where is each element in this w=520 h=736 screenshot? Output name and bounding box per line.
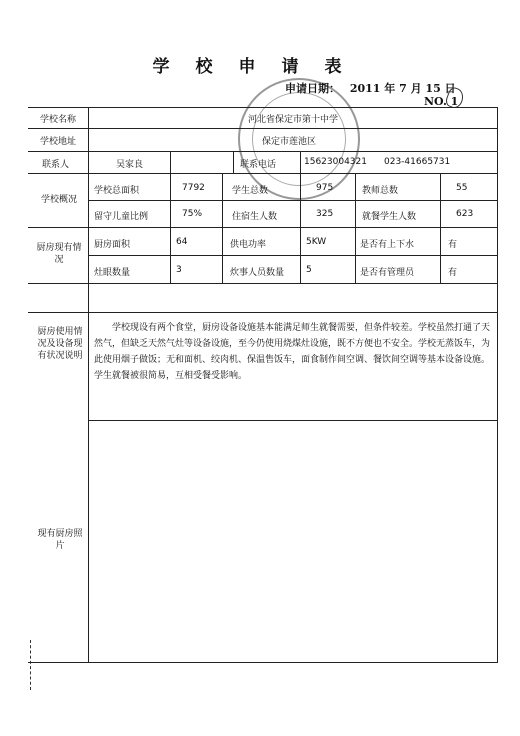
rule — [300, 151, 301, 173]
rule — [28, 662, 498, 663]
power-value: 5KW — [306, 237, 327, 247]
phone-label: 联系电话 — [240, 160, 277, 170]
water-label: 是否有上下水 — [360, 240, 415, 250]
rule — [28, 107, 498, 108]
stoves-label: 灶眼数量 — [94, 268, 131, 278]
leftbehind-value: 75% — [182, 209, 203, 219]
diners-label: 就餐学生人数 — [362, 212, 417, 222]
usage-description: 学校现设有两个食堂，厨房设备设施基本能满足师生就餐需要，但条件较差。学校虽然打通了天然气，但缺乏天然气灶等设备设施，至今仍使用烧煤灶设施，既不方便也不安全。学校无蒸饭车，为此使用烟子做饭；无和面机、绞肉机、保温售饭车，面食制作间空调、餐饮间空调等基本设备设施。学生就餐被很简易，互相受餐受影响。 — [94, 323, 491, 381]
boarders-value: 325 — [316, 209, 334, 219]
rule — [170, 151, 171, 173]
area-label: 学校总面积 — [94, 186, 140, 196]
rule — [28, 151, 498, 152]
staff-value: 5 — [306, 265, 312, 275]
kitchen-area-label: 厨房面积 — [94, 240, 131, 250]
rule — [497, 107, 498, 662]
leftbehind-label: 留守儿童比例 — [94, 212, 149, 222]
diners-value: 623 — [456, 209, 474, 219]
students-value: 975 — [316, 183, 334, 193]
usage-label: 厨房使用情况及设备现有状况说明 — [37, 327, 83, 361]
kitchen-label: 厨房现有情况 — [36, 243, 82, 265]
date-value: 2011 年 7 月 15 日 — [349, 82, 456, 95]
page-title: 学校申请表 — [152, 57, 368, 77]
landline-value: 023-41665731 — [384, 157, 451, 167]
contact-value: 吴家良 — [116, 160, 144, 170]
rule — [30, 640, 31, 690]
rule — [170, 173, 171, 283]
water-value: 有 — [448, 240, 458, 250]
school-address-label: 学校地址 — [40, 137, 77, 147]
rule — [28, 173, 498, 174]
school-name-value: 河北省保定市第十中学 — [248, 115, 339, 125]
rule — [28, 283, 498, 284]
photos-label: 现有厨房照片 — [37, 529, 83, 551]
teachers-label: 教师总数 — [362, 186, 399, 196]
rule — [28, 128, 498, 129]
rule — [28, 312, 498, 313]
manage-value: 有 — [448, 268, 458, 278]
school-name-label: 学校名称 — [40, 115, 77, 125]
rule — [28, 227, 498, 228]
teachers-value: 55 — [456, 183, 468, 193]
rule — [300, 173, 301, 283]
date-label: 申请日期： — [285, 82, 340, 95]
staff-label: 炊事人员数量 — [230, 268, 285, 278]
rule — [88, 107, 89, 662]
rule — [88, 420, 498, 421]
overview-label: 学校概况 — [40, 195, 77, 205]
kitchen-area-value: 64 — [176, 237, 188, 247]
school-address-value: 保定市莲池区 — [262, 137, 317, 147]
students-label: 学生总数 — [232, 186, 269, 196]
rule — [222, 173, 223, 283]
rule — [88, 200, 498, 201]
photo-area — [90, 422, 496, 660]
boarders-label: 住宿生人数 — [232, 212, 278, 222]
mobile-value: 15623004321 — [304, 157, 367, 167]
contact-label: 联系人 — [42, 160, 70, 170]
form-number: NO. 1 — [424, 95, 459, 108]
manage-label: 是否有管理员 — [360, 268, 415, 278]
area-value: 7792 — [182, 183, 205, 193]
rule — [233, 151, 234, 173]
rule — [88, 255, 498, 256]
application-date — [285, 80, 456, 96]
rule — [440, 173, 441, 283]
power-label: 供电功率 — [230, 240, 267, 250]
rule — [355, 173, 356, 283]
stoves-value: 3 — [176, 265, 182, 275]
